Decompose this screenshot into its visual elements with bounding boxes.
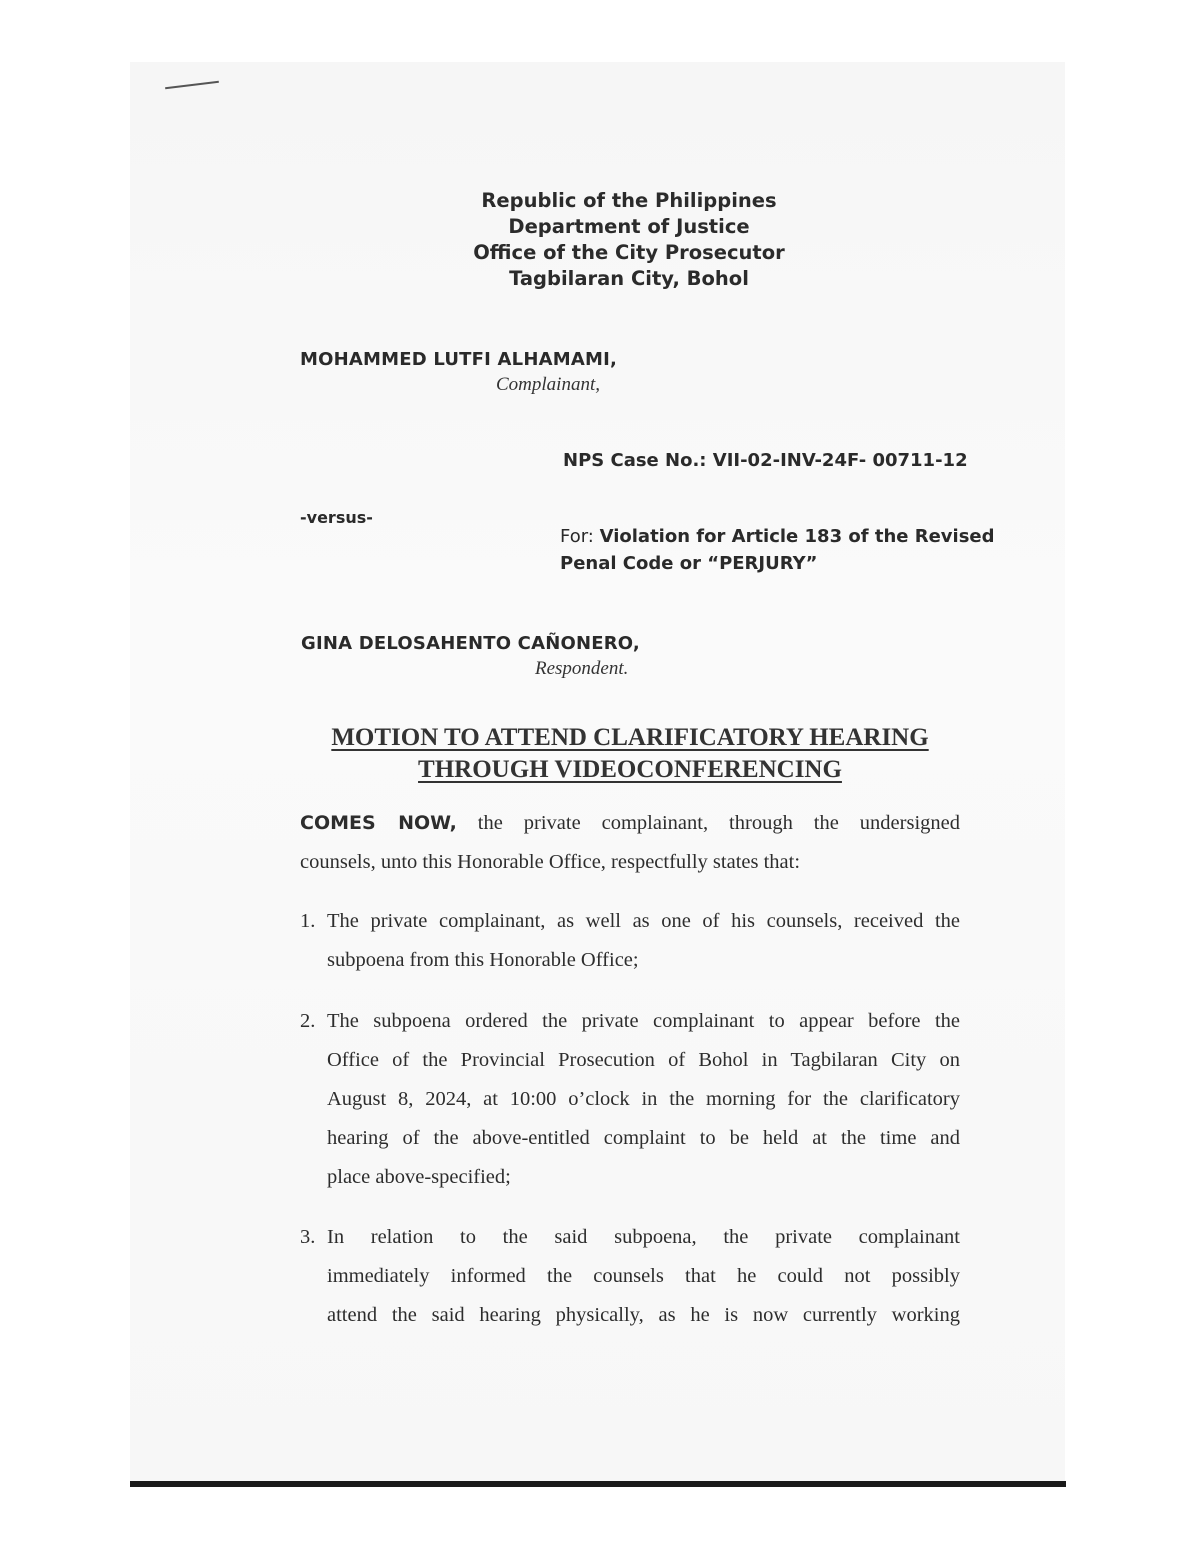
item-line: Office of the Provincial Prosecution of Bohol in Tagbilaran City on [327, 1049, 960, 1071]
item-number: 3. [300, 1226, 316, 1248]
header-republic: Republic of the Philippines [481, 189, 777, 212]
charge-text-1: Violation for Article 183 of the Revised [599, 526, 995, 547]
respondent-role: Respondent. [535, 658, 629, 679]
intro-line-2: counsels, unto this Honorable Office, respectfully states that: [300, 851, 801, 873]
intro-lead: COMES NOW, [300, 812, 457, 834]
intro-line-1-text: the private complainant, through the undersigned [456, 812, 960, 834]
header-department: Department of Justice [508, 215, 750, 238]
item-line: hearing of the above-entitled complaint to be held at the time and [327, 1127, 960, 1149]
item-number: 2. [300, 1010, 316, 1032]
item-line: The subpoena ordered the private complainant to appear before the [327, 1010, 960, 1032]
item-line: immediately informed the counsels that he could not possibly [327, 1265, 960, 1287]
respondent-name: GINA DELOSAHENTO CAÑONERO, [301, 633, 640, 654]
item-line: attend the said hearing physically, as he is now currently working [327, 1304, 960, 1326]
complainant-name: MOHAMMED LUTFI ALHAMAMI, [300, 349, 618, 370]
item-line: August 8, 2024, at 10:00 o’clock in the morning for the clarificatory [327, 1088, 960, 1110]
case-number: NPS Case No.: VII-02-INV-24F- 00711-12 [563, 450, 968, 471]
item-line: In relation to the said subpoena, the private complainant [327, 1226, 960, 1248]
item-number: 1. [300, 910, 316, 932]
title-line-1-text: MOTION TO ATTEND CLARIFICATORY HEARING [331, 724, 929, 751]
charge-line-2 [560, 553, 817, 574]
item-line: place above-specified; [327, 1166, 511, 1188]
title-line-2-text: THROUGH VIDEOCONFERENCING [418, 756, 842, 783]
charge-prefix: For: [560, 526, 600, 547]
title-line-1 [0, 724, 1200, 752]
item-line: subpoena from this Honorable Office; [327, 949, 639, 971]
page-bottom-rule [130, 1481, 1066, 1487]
header-office: Office of the City Prosecutor [473, 241, 785, 264]
title-line-2 [0, 756, 1200, 784]
charge-line-1 [560, 526, 995, 547]
charge-text-2: Penal Code or “PERJURY” [560, 553, 818, 574]
complainant-role: Complainant, [496, 374, 600, 395]
intro-line-1 [300, 812, 960, 835]
versus-label: -versus- [300, 508, 373, 527]
item-line: The private complainant, as well as one of his counsels, received the [327, 910, 960, 932]
header-location: Tagbilaran City, Bohol [509, 267, 749, 290]
